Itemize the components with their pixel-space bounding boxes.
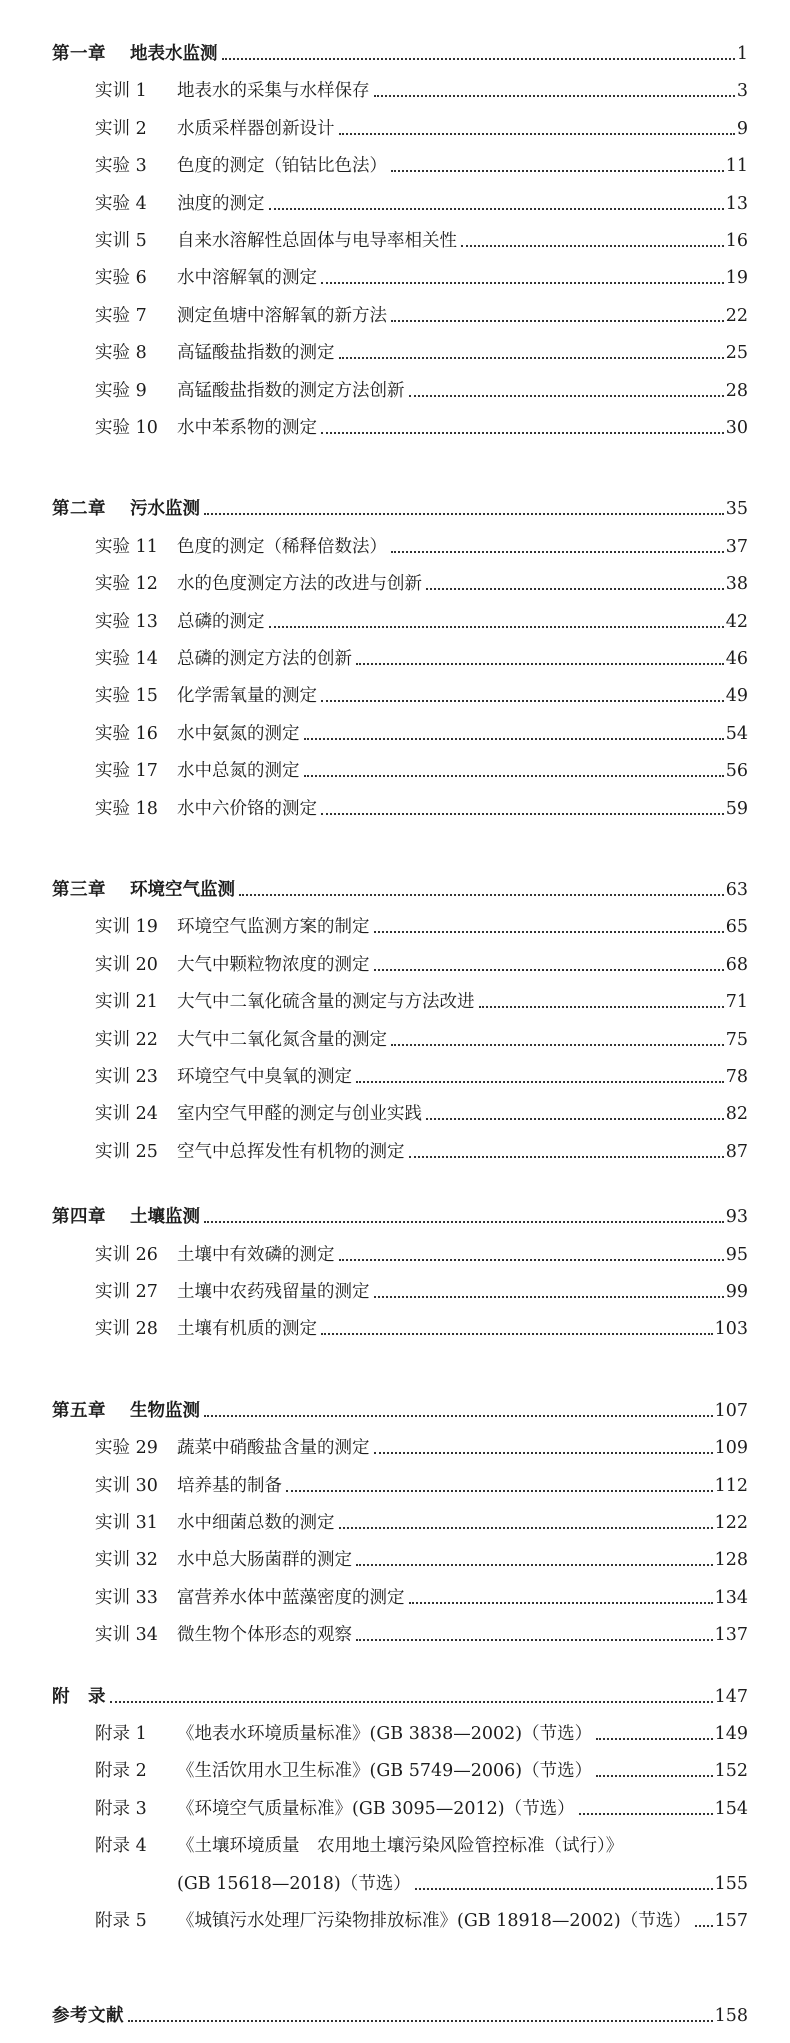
dot-leader	[222, 58, 735, 60]
entry-title: 水中六价铬的测定	[177, 798, 317, 819]
toc-entry-row[interactable]	[0, 1056, 790, 1088]
toc-entry-row[interactable]	[0, 1502, 790, 1534]
entry-number: 实训 27	[95, 1282, 158, 1302]
page-number: 3	[736, 81, 748, 102]
entry-number: 实验 18	[95, 798, 158, 819]
page-number: 128	[714, 1550, 748, 1571]
dot-leader	[426, 588, 724, 590]
page-number: 103	[714, 1319, 748, 1340]
entry-number: 实验 8	[95, 343, 147, 364]
entry-number: 实训 25	[95, 1141, 158, 1162]
dot-leader	[321, 700, 724, 702]
entry-title: 水质采样器创新设计	[177, 118, 335, 139]
entry-title: 自来水溶解性总固体与电导率相关性	[177, 231, 457, 251]
page-number: 109	[714, 1438, 748, 1459]
dot-leader	[339, 1259, 724, 1261]
chapter-number: 第四章	[52, 1207, 106, 1228]
toc-chapter-row[interactable]	[0, 1995, 790, 2027]
toc-entry-row[interactable]	[0, 1465, 790, 1497]
toc-entry-row[interactable]	[0, 295, 790, 327]
page-number: 158	[714, 2006, 748, 2027]
dot-leader	[391, 1044, 724, 1046]
entry-number: 实训 22	[95, 1029, 158, 1050]
dot-leader	[269, 626, 724, 628]
page-number: 155	[714, 1873, 748, 1894]
page-number: 152	[714, 1761, 748, 1782]
dot-leader	[461, 245, 724, 247]
dot-leader	[304, 775, 724, 777]
toc-entry-row[interactable]	[0, 183, 790, 215]
entry-number: 实训 28	[95, 1319, 158, 1340]
chapter-number: 参考文献	[52, 2006, 124, 2027]
entry-number: 实验 15	[95, 686, 158, 707]
chapter-title: 污水监测	[130, 499, 200, 520]
dot-leader	[374, 1452, 713, 1454]
page-number: 112	[714, 1475, 748, 1496]
dot-leader	[286, 1490, 713, 1492]
toc-entry-row[interactable]	[0, 750, 790, 782]
page-number: 9	[736, 118, 748, 139]
toc-entry-row[interactable]	[0, 145, 790, 177]
dot-leader	[356, 1639, 713, 1641]
entry-title: 大气中颗粒物浓度的测定	[177, 954, 370, 975]
chapter-number: 第三章	[52, 880, 106, 900]
dot-leader	[479, 1006, 724, 1008]
entry-title: 《生活饮用水卫生标准》(GB 5749—2006)（节选）	[177, 1761, 593, 1782]
page-number: 157	[714, 1911, 748, 1931]
page-number: 49	[725, 686, 748, 707]
toc-entry-row[interactable]	[0, 220, 790, 252]
entry-title: 高锰酸盐指数的测定	[177, 343, 335, 364]
entry-title: 环境空气中臭氧的测定	[177, 1067, 352, 1087]
toc-entry-row[interactable]	[0, 906, 790, 938]
entry-title: 色度的测定（稀释倍数法）	[177, 536, 387, 557]
page-number: 19	[725, 268, 748, 289]
dot-leader	[321, 432, 724, 434]
entry-title: 土壤中有效磷的测定	[177, 1244, 335, 1265]
dot-leader	[374, 931, 724, 933]
toc-chapter-row[interactable]	[0, 1390, 790, 1422]
dot-leader	[391, 170, 724, 172]
entry-title: 化学需氧量的测定	[177, 686, 317, 707]
entry-number: 实训 32	[95, 1550, 158, 1571]
toc-entry-row[interactable]	[0, 70, 790, 102]
entry-number: 实训 24	[95, 1104, 158, 1125]
entry-title: 总磷的测定	[177, 611, 265, 632]
page-number: 16	[725, 231, 748, 251]
dot-leader	[596, 1775, 712, 1777]
page-number: 56	[725, 761, 748, 782]
dot-leader	[695, 1925, 713, 1927]
entry-number: 实训 31	[95, 1513, 158, 1533]
page-number: 87	[725, 1141, 748, 1162]
entry-number: 附录 4	[95, 1836, 147, 1857]
page-number: 147	[714, 1686, 748, 1707]
page-number: 54	[725, 723, 748, 744]
toc-chapter-row[interactable]	[0, 1196, 790, 1228]
entry-title: 土壤有机质的测定	[177, 1319, 317, 1340]
toc-entry-row[interactable]	[0, 1539, 790, 1571]
entry-title: 水中总氮的测定	[177, 761, 300, 782]
toc-chapter-row[interactable]	[0, 488, 790, 520]
page-number: 149	[714, 1724, 748, 1744]
dot-leader	[339, 1527, 713, 1529]
toc-entry-row[interactable]	[0, 1614, 790, 1646]
dot-leader	[415, 1888, 713, 1890]
entry-title: 培养基的制备	[177, 1475, 282, 1496]
entry-title: 蔬菜中硝酸盐含量的测定	[177, 1438, 370, 1459]
entry-number: 实训 30	[95, 1475, 158, 1496]
toc-entry-row[interactable]	[0, 944, 790, 976]
entry-title: (GB 15618—2018)（节选）	[177, 1873, 411, 1894]
entry-number: 实验 4	[95, 193, 147, 214]
toc-entry-row[interactable]	[0, 1825, 790, 1857]
toc-entry-row[interactable]	[0, 1750, 790, 1782]
dot-leader	[391, 551, 724, 553]
entry-title: 《地表水环境质量标准》(GB 3838—2002)（节选）	[177, 1724, 593, 1744]
entry-number: 实训 33	[95, 1587, 158, 1608]
dot-leader	[204, 1415, 713, 1417]
chapter-number: 第五章	[52, 1400, 106, 1421]
entry-number: 实验 16	[95, 723, 158, 744]
page-number: 30	[725, 418, 748, 438]
entry-title: 地表水的采集与水样保存	[177, 81, 370, 102]
dot-leader	[204, 1221, 724, 1223]
chapter-title: 生物监测	[130, 1400, 200, 1421]
page-number: 42	[725, 611, 748, 632]
entry-title: 环境空气监测方案的制定	[177, 917, 370, 938]
toc-entry-row[interactable]	[0, 370, 790, 402]
dot-leader	[239, 894, 724, 896]
entry-title: 水中苯系物的测定	[177, 418, 317, 438]
entry-title: 土壤中农药残留量的测定	[177, 1282, 370, 1302]
entry-number: 实训 26	[95, 1244, 158, 1265]
dot-leader	[110, 1701, 713, 1703]
toc-entry-row[interactable]	[0, 713, 790, 745]
dot-leader	[391, 320, 724, 322]
entry-title: 浊度的测定	[177, 193, 265, 214]
page-number: 134	[714, 1587, 748, 1608]
dot-leader	[339, 357, 724, 359]
toc-entry-row[interactable]	[0, 1093, 790, 1125]
entry-number: 附录 3	[95, 1798, 147, 1819]
dot-leader	[596, 1738, 712, 1740]
entry-title: 水的色度测定方法的改进与创新	[177, 574, 422, 595]
page-number: 65	[725, 917, 748, 938]
dot-leader	[128, 2020, 713, 2022]
page-number: 154	[714, 1798, 748, 1819]
toc-entry-row[interactable]	[0, 1863, 790, 1895]
page-number: 1	[736, 44, 748, 64]
entry-title: 测定鱼塘中溶解氧的新方法	[177, 305, 387, 326]
page-number: 28	[725, 380, 748, 401]
entry-number: 实训 21	[95, 992, 158, 1013]
dot-leader	[321, 1333, 713, 1335]
entry-title: 水中氨氮的测定	[177, 723, 300, 744]
entry-number: 实训 20	[95, 954, 158, 975]
toc-chapter-row[interactable]	[0, 33, 790, 65]
page-number: 59	[725, 798, 748, 819]
dot-leader	[374, 969, 724, 971]
dot-leader	[409, 1602, 713, 1604]
toc-entry-row[interactable]	[0, 638, 790, 670]
toc-entry-row[interactable]	[0, 1271, 790, 1303]
page-number: 46	[725, 649, 748, 669]
page-number: 63	[725, 880, 748, 900]
page-number: 22	[725, 305, 748, 326]
chapter-title: 地表水监测	[130, 44, 218, 64]
page-number: 107	[714, 1400, 748, 1421]
entry-number: 实训 5	[95, 231, 147, 251]
page-number: 93	[725, 1207, 748, 1228]
entry-title: 水中细菌总数的测定	[177, 1513, 335, 1533]
dot-leader	[304, 738, 724, 740]
entry-number: 实训 34	[95, 1625, 158, 1646]
page-number: 71	[725, 992, 748, 1013]
entry-title: 微生物个体形态的观察	[177, 1625, 352, 1646]
dot-leader	[321, 813, 724, 815]
entry-number: 实验 14	[95, 649, 158, 669]
entry-title: 室内空气甲醛的测定与创业实践	[177, 1104, 422, 1125]
toc-chapter-row[interactable]	[0, 1676, 790, 1708]
page-number: 82	[725, 1104, 748, 1125]
dot-leader	[356, 663, 724, 665]
entry-title: 水中溶解氧的测定	[177, 268, 317, 289]
dot-leader	[269, 208, 724, 210]
dot-leader	[321, 282, 724, 284]
page-number: 95	[725, 1244, 748, 1265]
entry-title: 色度的测定（铂钴比色法）	[177, 156, 387, 177]
entry-title: 《环境空气质量标准》(GB 3095—2012)（节选）	[177, 1798, 575, 1819]
toc-entry-row[interactable]	[0, 1131, 790, 1163]
chapter-number: 第一章	[52, 44, 106, 64]
entry-title: 《土壤环境质量 农用地土壤污染风险管控标准（试行）》	[177, 1836, 624, 1857]
entry-number: 实验 11	[95, 536, 158, 557]
entry-number: 实验 3	[95, 156, 147, 177]
entry-number: 实验 17	[95, 761, 158, 782]
toc-entry-row[interactable]	[0, 1577, 790, 1609]
page-number: 13	[725, 193, 748, 214]
entry-title: 高锰酸盐指数的测定方法创新	[177, 380, 405, 401]
page-number: 122	[714, 1513, 748, 1533]
toc-entry-row[interactable]	[0, 1788, 790, 1820]
toc-entry-row[interactable]	[0, 332, 790, 364]
entry-title: 富营养水体中蓝藻密度的测定	[177, 1587, 405, 1608]
dot-leader	[409, 395, 724, 397]
chapter-number: 第二章	[52, 499, 106, 520]
toc-entry-row[interactable]	[0, 108, 790, 140]
entry-number: 实验 9	[95, 380, 147, 401]
entry-number: 实验 10	[95, 418, 158, 438]
dot-leader	[426, 1118, 724, 1120]
page-number: 35	[725, 499, 748, 520]
entry-title: 大气中二氧化氮含量的测定	[177, 1029, 387, 1050]
entry-number: 实训 1	[95, 81, 147, 102]
entry-number: 实验 13	[95, 611, 158, 632]
dot-leader	[374, 1296, 724, 1298]
dot-leader	[204, 513, 724, 515]
entry-number: 实验 7	[95, 305, 147, 326]
toc-entry-row[interactable]	[0, 1900, 790, 1932]
page-number: 137	[714, 1625, 748, 1646]
toc-entry-row[interactable]	[0, 563, 790, 595]
entry-number: 实训 2	[95, 118, 147, 139]
page-number: 37	[725, 536, 748, 557]
entry-title: 水中总大肠菌群的测定	[177, 1550, 352, 1571]
toc-entry-row[interactable]	[0, 601, 790, 633]
entry-title: 大气中二氧化硫含量的测定与方法改进	[177, 992, 475, 1013]
toc-entry-row[interactable]	[0, 1234, 790, 1266]
toc-entry-row[interactable]	[0, 675, 790, 707]
entry-number: 附录 5	[95, 1911, 147, 1931]
toc-entry-row[interactable]	[0, 407, 790, 439]
page-number: 25	[725, 343, 748, 364]
toc-entry-row[interactable]	[0, 788, 790, 820]
page-number: 99	[725, 1282, 748, 1302]
entry-number: 实验 29	[95, 1438, 158, 1459]
toc-entry-row[interactable]	[0, 981, 790, 1013]
dot-leader	[356, 1564, 713, 1566]
chapter-number: 附 录	[52, 1686, 106, 1707]
chapter-title: 土壤监测	[130, 1207, 200, 1228]
toc-entry-row[interactable]	[0, 1427, 790, 1459]
entry-number: 实验 6	[95, 268, 147, 289]
toc-entry-row[interactable]	[0, 1308, 790, 1340]
toc-entry-row[interactable]	[0, 1713, 790, 1745]
dot-leader	[409, 1156, 724, 1158]
entry-number: 附录 2	[95, 1761, 147, 1782]
entry-title: 总磷的测定方法的创新	[177, 649, 352, 669]
page-number: 78	[725, 1067, 748, 1087]
entry-number: 附录 1	[95, 1724, 147, 1744]
entry-title: 空气中总挥发性有机物的测定	[177, 1141, 405, 1162]
toc-entry-row[interactable]	[0, 526, 790, 558]
dot-leader	[374, 95, 735, 97]
entry-title: 《城镇污水处理厂污染物排放标准》(GB 18918—2002)（节选）	[177, 1911, 691, 1931]
toc-chapter-row[interactable]	[0, 869, 790, 901]
dot-leader	[339, 133, 735, 135]
page-number: 68	[725, 954, 748, 975]
page-number: 11	[725, 156, 748, 177]
dot-leader	[356, 1081, 724, 1083]
entry-number: 实训 23	[95, 1067, 158, 1087]
toc-entry-row[interactable]	[0, 257, 790, 289]
page-number: 75	[725, 1029, 748, 1050]
page-number: 38	[725, 574, 748, 595]
dot-leader	[579, 1813, 713, 1815]
toc-entry-row[interactable]	[0, 1019, 790, 1051]
chapter-title: 环境空气监测	[130, 880, 235, 900]
entry-number: 实训 19	[95, 917, 158, 938]
entry-number: 实验 12	[95, 574, 158, 595]
